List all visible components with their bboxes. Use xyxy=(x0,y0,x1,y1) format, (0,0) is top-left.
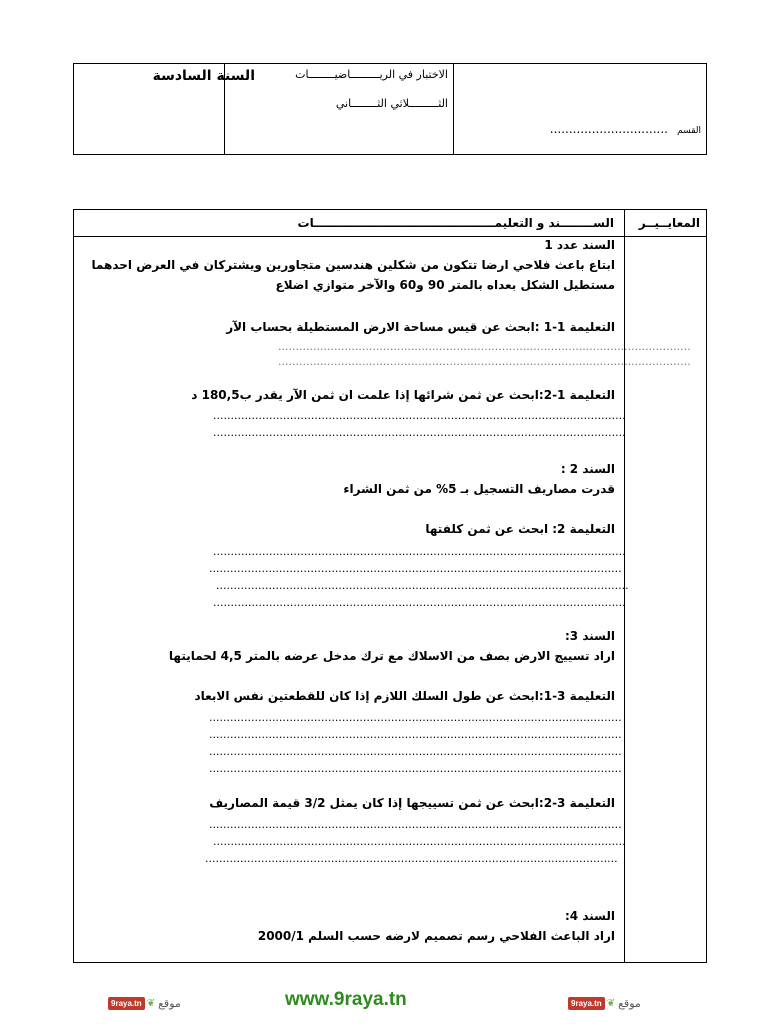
leaf-icon: ❦ xyxy=(606,997,616,1009)
answer-line[interactable]: ...................................................................................................................... xyxy=(209,745,622,758)
answer-line[interactable]: ...................................................................................................................... xyxy=(209,711,622,724)
site-logo-right[interactable] xyxy=(568,994,658,1012)
class-label: القسم xyxy=(677,126,701,136)
main-column-header: الســــــــند و التعليمــــــــــــــــــــــــــــــــــــــــــــات xyxy=(297,216,614,230)
grade-label: السنة السادسة xyxy=(152,68,255,84)
footer-url-link[interactable]: www.9raya.tn xyxy=(285,989,407,1010)
header-table xyxy=(73,63,707,155)
answer-line[interactable]: ...................................................................................................................... xyxy=(213,545,626,558)
s1-line-1: ابتاع باعث فلاحي ارضا تتكون من شكلين هندسين متجاورين ويشتركان في العرض احدهما xyxy=(91,258,615,272)
class-input-dots[interactable]: ............................... xyxy=(549,122,668,136)
answer-line[interactable]: ...................................................................................................................... xyxy=(209,762,622,775)
answer-line[interactable]: ...................................................................................................................... xyxy=(213,596,626,609)
logo-badge: 9raya.tn xyxy=(108,997,145,1010)
instruction-3-1: التعليمة 3-1:ابحث عن طول السلك اللازم إذا كان للقطعتين نفس الابعاد xyxy=(194,689,615,703)
answer-line[interactable]: ...................................................................................................................... xyxy=(213,426,626,439)
exam-subject: الاختبار في الريـــــــــاضيــــــــات xyxy=(295,68,448,81)
answer-line[interactable]: ...................................................................................................................... xyxy=(209,562,622,575)
answer-line[interactable]: ...................................................................................................................... xyxy=(213,409,626,422)
s4-line-1: اراد الباعث الفلاحي رسم تصميم لارضه حسب السلم 2000/1 xyxy=(257,929,615,943)
answer-line[interactable]: ...................................................................................................................... xyxy=(205,852,618,865)
answer-line[interactable]: ...................................................................................................................... xyxy=(209,728,622,741)
header-divider xyxy=(453,64,454,154)
s4-title: السند 4: xyxy=(564,909,615,923)
answer-line[interactable]: ...................................................................................................................... xyxy=(278,340,691,353)
s3-title: السند 3: xyxy=(564,629,615,643)
answer-line[interactable]: ...................................................................................................................... xyxy=(213,835,626,848)
instruction-1-2: التعليمة 1-2:ابحث عن ثمن شرائها إذا علمت ان ثمن الآر يقدر ب180,5 د xyxy=(191,388,615,402)
logo-text: موقع xyxy=(158,996,181,1010)
instruction-1-1: التعليمة 1-1 :ابحث عن قيس مساحة الارض المستطيلة بحساب الآر xyxy=(226,320,615,334)
leaf-icon: ❦ xyxy=(146,997,156,1009)
logo-badge: 9raya.tn xyxy=(568,997,605,1010)
s3-line-1: اراد تسييج الارض بصف من الاسلاك مع ترك مدخل عرضه بالمتر 4,5 لحمايتها xyxy=(168,649,615,663)
answer-line[interactable]: ...................................................................................................................... xyxy=(216,579,629,592)
s1-title: السند عدد 1 xyxy=(544,238,615,252)
s2-line-1: قدرت مصاريف التسجيل بـ 5% من ثمن الشراء xyxy=(343,482,615,496)
s1-line-2: مستطيل الشكل بعداه بالمتر 90 و60 والآخر متوازي اضلاع xyxy=(275,278,615,292)
header-row-divider xyxy=(74,236,706,237)
s2-title: السند 2 : xyxy=(560,462,615,476)
answer-line[interactable]: ...................................................................................................................... xyxy=(209,818,622,831)
instruction-3-2: التعليمة 3-2:ابحث عن ثمن تسييجها إذا كان يمثل 3/2 قيمة المصاريف xyxy=(209,796,615,810)
instruction-2: التعليمة 2: ابحث عن ثمن كلفتها xyxy=(425,522,615,536)
site-logo-left[interactable] xyxy=(108,994,198,1012)
exam-trimester: الثـــــــــلاثي الثــــــــاني xyxy=(335,97,448,110)
criteria-column-header: المعايــيــر xyxy=(638,216,700,230)
logo-text: موقع xyxy=(618,996,641,1010)
answer-line[interactable]: ...................................................................................................................... xyxy=(278,355,691,368)
